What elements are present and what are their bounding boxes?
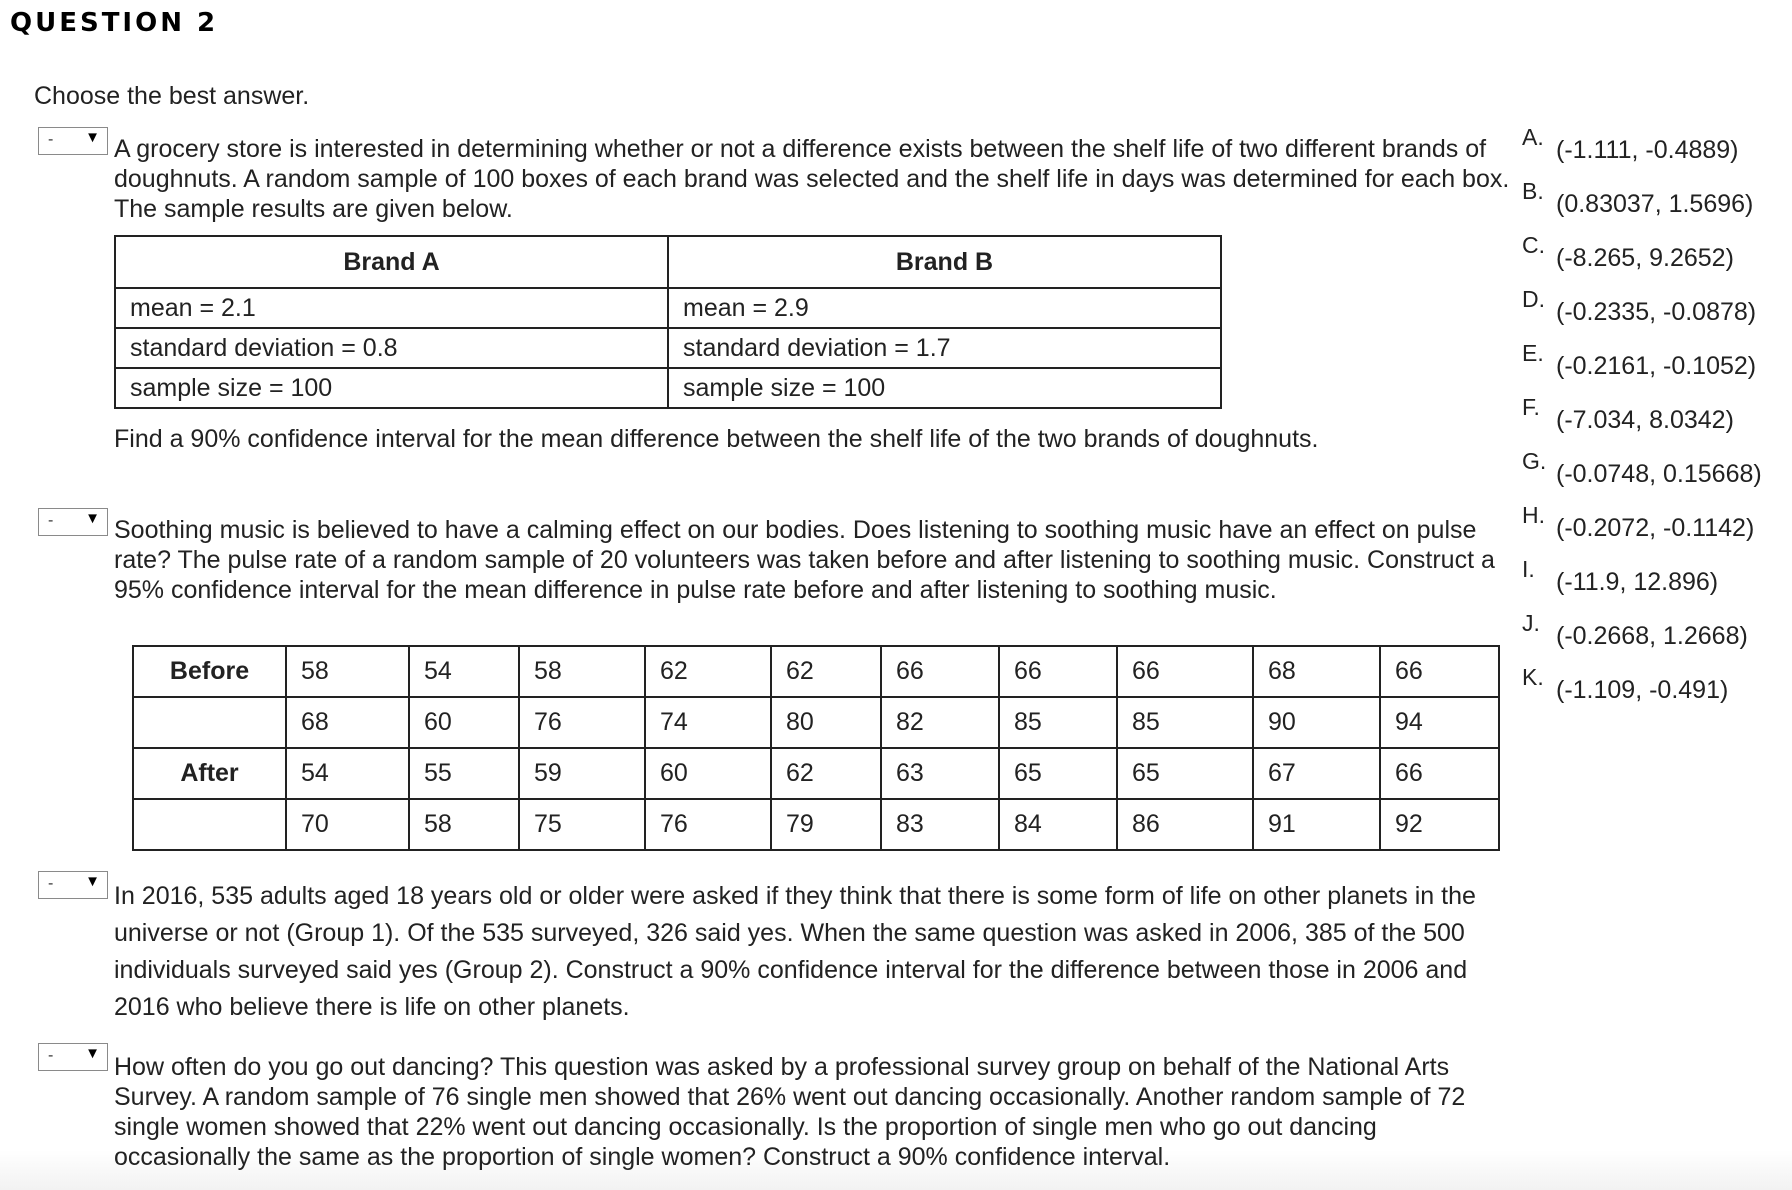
table-cell: 74 <box>645 697 771 748</box>
choice-value: (0.83037, 1.5696) <box>1556 190 1754 218</box>
table-cell: 91 <box>1253 799 1380 850</box>
table-cell: 65 <box>1117 748 1253 799</box>
table-cell: 66 <box>881 646 999 697</box>
table-cell: 66 <box>999 646 1117 697</box>
choice-value: (-1.109, -0.491) <box>1556 676 1729 704</box>
choice-value: (-1.111, -0.4889) <box>1556 136 1739 164</box>
brand-a-n: sample size = 100 <box>115 368 668 408</box>
brand-b-sd: standard deviation = 1.7 <box>668 328 1221 368</box>
empty-label-cell <box>133 697 286 748</box>
table-cell: 94 <box>1380 697 1499 748</box>
select-value: - <box>48 875 54 892</box>
table-cell: 54 <box>409 646 519 697</box>
table-cell: 83 <box>881 799 999 850</box>
brand-a-mean: mean = 2.1 <box>115 288 668 328</box>
choice-letter: G. <box>1522 448 1547 474</box>
before-row-2 <box>133 697 1499 748</box>
table-cell: 63 <box>881 748 999 799</box>
table-cell: 66 <box>1117 646 1253 697</box>
after-row-2 <box>133 799 1499 850</box>
answer-select-2[interactable] <box>38 508 108 536</box>
table-cell: 76 <box>645 799 771 850</box>
answer-select-3[interactable] <box>38 871 108 899</box>
choice-letter: E. <box>1522 340 1544 366</box>
table-cell: 60 <box>645 748 771 799</box>
instructions: Choose the best answer. <box>34 82 310 110</box>
choice-value: (-0.0748, 0.15668) <box>1556 460 1762 488</box>
question-text-2: Soothing music is believed to have a calming effect on our bodies. Does listening to soothing music have an effect on pulse rate? The pulse rate of a random sample of 20 volunteers was taken before and after listening to soothing music. Construct a 95% confidence interval for the mean difference in pulse rate before and after listening to soothing music. <box>114 516 1495 604</box>
table-cell: 66 <box>1380 646 1499 697</box>
answer-select-4[interactable] <box>38 1043 108 1071</box>
pulse-table <box>132 645 1500 851</box>
brand-table-header <box>115 236 1221 288</box>
table-cell: 90 <box>1253 697 1380 748</box>
chevron-down-icon: ▼ <box>85 873 100 890</box>
brand-b-n: sample size = 100 <box>668 368 1221 408</box>
after-row-1 <box>133 748 1499 799</box>
choice-value: (-0.2072, -0.1142) <box>1556 514 1755 542</box>
table-cell: 85 <box>1117 697 1253 748</box>
table-cell: 84 <box>999 799 1117 850</box>
choice-value: (-0.2161, -0.1052) <box>1556 352 1757 380</box>
chevron-down-icon: ▼ <box>85 510 100 527</box>
table-row <box>115 328 1221 368</box>
choice-letter: C. <box>1522 232 1545 258</box>
question-text-4: How often do you go out dancing? This question was asked by a professional survey group on behalf of the National Arts Survey. A random sample of 76 single men showed that 26% went out dancing occasionally. Another random sample of 72 single women showed that 22% went out dancing occasionally. Is the proportion of single men who go out dancing occasionally the same as the proportion of single women? Construct a 90% confidence interval. <box>114 1053 1466 1171</box>
choice-letter: J. <box>1522 610 1540 636</box>
brand-b-mean: mean = 2.9 <box>668 288 1221 328</box>
select-value: - <box>48 512 54 529</box>
question-followup-1: Find a 90% confidence interval for the mean difference between the shelf life of the two brands of doughnuts. <box>114 425 1319 453</box>
select-value: - <box>48 131 54 148</box>
table-cell: 66 <box>1380 748 1499 799</box>
table-cell: 80 <box>771 697 881 748</box>
before-row-1 <box>133 646 1499 697</box>
choice-letter: K. <box>1522 664 1544 690</box>
choice-value: (-11.9, 12.896) <box>1556 568 1719 596</box>
table-cell: 58 <box>409 799 519 850</box>
table-cell: 58 <box>286 646 409 697</box>
table-cell: 86 <box>1117 799 1253 850</box>
chevron-down-icon: ▼ <box>85 1045 100 1062</box>
choice-letter: I. <box>1522 556 1535 582</box>
table-cell: 59 <box>519 748 645 799</box>
table-row <box>115 288 1221 328</box>
table-cell: 60 <box>409 697 519 748</box>
table-cell: 62 <box>771 646 881 697</box>
table-cell: 67 <box>1253 748 1380 799</box>
choice-letter: D. <box>1522 286 1545 312</box>
choice-letter: H. <box>1522 502 1545 528</box>
table-cell: 68 <box>286 697 409 748</box>
question-title: QUESTION 2 <box>10 8 219 38</box>
table-cell: 82 <box>881 697 999 748</box>
table-cell: 75 <box>519 799 645 850</box>
choice-value: (-7.034, 8.0342) <box>1556 406 1734 434</box>
brand-a-header: Brand A <box>115 236 668 288</box>
select-value: - <box>48 1047 54 1064</box>
table-cell: 85 <box>999 697 1117 748</box>
table-cell: 62 <box>645 646 771 697</box>
choice-letter: F. <box>1522 394 1540 420</box>
table-cell: 79 <box>771 799 881 850</box>
choice-letter: B. <box>1522 178 1544 204</box>
table-cell: 54 <box>286 748 409 799</box>
before-label: Before <box>133 646 286 697</box>
question-text-1: A grocery store is interested in determining whether or not a difference exists between the shelf life of two different brands of doughnuts. A random sample of 100 boxes of each brand was selected and the shelf life in days was determined for each box. The sample results are given below. <box>114 135 1510 223</box>
table-cell: 76 <box>519 697 645 748</box>
choice-value: (-8.265, 9.2652) <box>1556 244 1734 272</box>
table-cell: 55 <box>409 748 519 799</box>
choice-letter: A. <box>1522 124 1544 150</box>
table-cell: 58 <box>519 646 645 697</box>
answer-select-1[interactable] <box>38 127 108 155</box>
choice-value: (-0.2335, -0.0878) <box>1556 298 1757 326</box>
choice-value: (-0.2668, 1.2668) <box>1556 622 1748 650</box>
question-text-3: In 2016, 535 adults aged 18 years old or older were asked if they think that there is some form of life on other planets in the universe or not (Group 1). Of the 535 surveyed, 326 said yes. When the same question was asked in 2006, 385 of the 500 individuals surveyed said yes (Group 2). Construct a 90% confidence interval for the difference between those in 2006 and 2016 who believe there is life on other planets. <box>114 882 1476 1021</box>
chevron-down-icon: ▼ <box>85 129 100 146</box>
after-label: After <box>133 748 286 799</box>
empty-label-cell <box>133 799 286 850</box>
table-row <box>115 368 1221 408</box>
brand-a-sd: standard deviation = 0.8 <box>115 328 668 368</box>
table-cell: 65 <box>999 748 1117 799</box>
table-cell: 68 <box>1253 646 1380 697</box>
brand-b-header: Brand B <box>668 236 1221 288</box>
table-cell: 62 <box>771 748 881 799</box>
table-cell: 92 <box>1380 799 1499 850</box>
brand-table <box>114 235 1222 409</box>
table-cell: 70 <box>286 799 409 850</box>
